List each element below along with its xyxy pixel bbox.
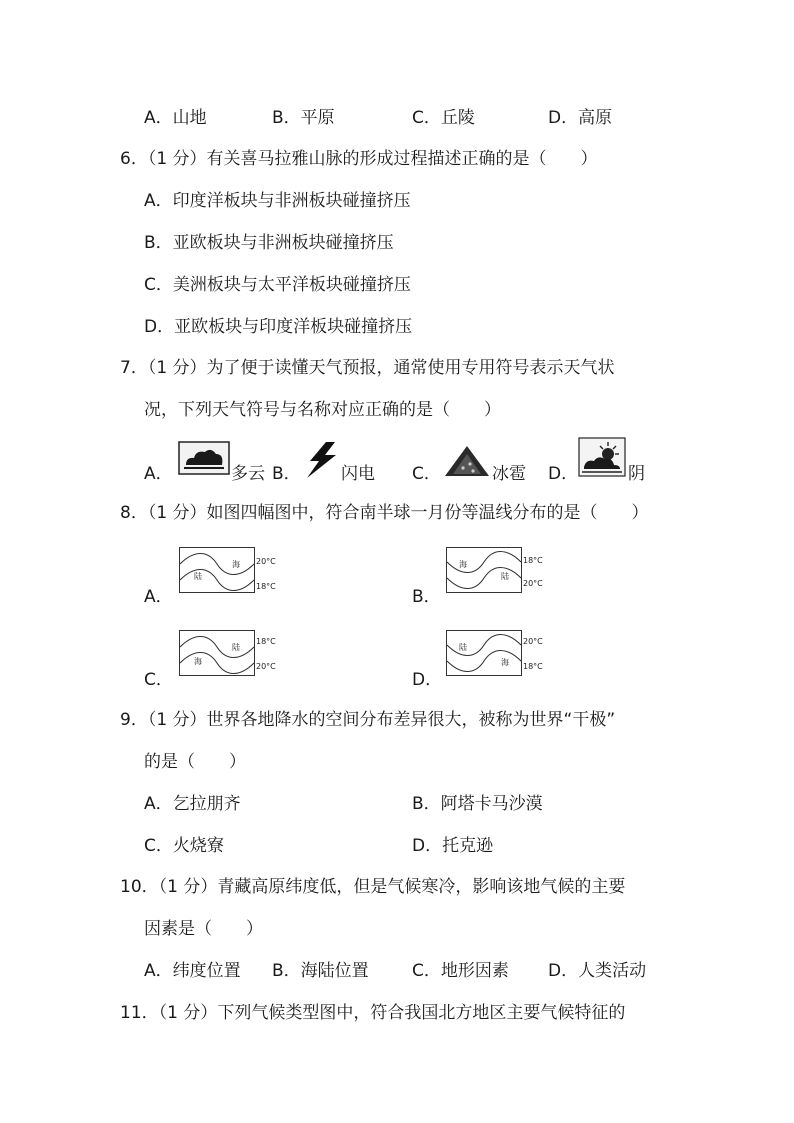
map-a-lower-label: 陆 [194,572,202,581]
hail-weather-icon [443,444,491,482]
q6-stem: 6．（1 分）有关喜马拉雅山脉的形成过程描述正确的是（ ） [120,149,598,169]
cloudy-weather-icon [178,441,230,479]
isotherm-map-d [446,630,522,676]
q10-option-c: C．地形因素 [412,961,509,981]
q6-option-b: B．亚欧板块与非洲板块碰撞挤压 [144,233,394,253]
map-d-top-temp: 20°C [523,637,543,646]
q10-stem-line2: 因素是（ ） [144,919,263,939]
q7-option-d-name: 阴 [628,464,645,484]
map-b-lower-label: 陆 [501,572,509,581]
map-d-lower-label: 海 [501,658,509,667]
q7-option-c-letter: C． [412,464,441,484]
q9-option-d: D．托克逊 [412,836,494,856]
map-a-upper-label: 海 [232,560,240,569]
q5-option-d: D．高原 [548,108,613,128]
isotherm-map-b [446,547,522,593]
q7-option-b-letter: B． [272,464,301,484]
q10-stem-line1: 10．（1 分）青藏高原纬度低，但是气候寒冷，影响该地气候的主要 [120,877,626,897]
q8-option-b-letter: B． [412,587,441,607]
map-c-top-temp: 18°C [256,637,276,646]
q7-stem-line2: 况，下列天气符号与名称对应正确的是（ ） [144,400,501,420]
map-a-bottom-temp: 18°C [256,582,276,591]
map-b-bottom-temp: 20°C [523,579,543,588]
overcast-weather-icon [578,437,626,481]
q9-option-a: A．乞拉朋齐 [144,794,241,814]
q7-option-d-letter: D． [548,464,579,484]
map-b-top-temp: 18°C [523,556,543,565]
q8-option-c-letter: C． [144,670,173,690]
isotherm-map-a [179,547,255,593]
q7-option-c-name: 冰雹 [492,464,526,484]
q10-option-b: B．海陆位置 [272,961,369,981]
q5-option-b: B．平原 [272,108,335,128]
map-c-lower-label: 海 [194,657,202,666]
q10-option-d: D．人类活动 [548,961,647,981]
map-c-bottom-temp: 20°C [256,662,276,671]
isotherm-map-c [179,630,255,676]
map-a-top-temp: 20°C [256,557,276,566]
q9-option-c: C．火烧寮 [144,836,224,856]
q7-option-a-letter: A． [144,464,173,484]
map-b-upper-label: 海 [459,560,467,569]
q11-stem-line1: 11．（1 分）下列气候类型图中，符合我国北方地区主要气候特征的 [120,1003,626,1023]
q8-stem: 8．（1 分）如图四幅图中，符合南半球一月份等温线分布的是（ ） [120,503,649,523]
q8-option-d-letter: D． [412,670,443,690]
q10-option-a: A．纬度位置 [144,961,241,981]
q9-stem-line1: 9．（1 分）世界各地降水的空间分布差异很大，被称为世界“干极” [120,710,616,730]
q6-option-c: C．美洲板块与太平洋板块碰撞挤压 [144,275,411,295]
q9-stem-line2: 的是（ ） [144,752,246,772]
q6-option-d: D．亚欧板块与印度洋板块碰撞挤压 [144,317,413,337]
q7-option-b-name: 闪电 [341,464,375,484]
map-d-bottom-temp: 18°C [523,662,543,671]
q7-option-a-name: 多云 [231,464,265,484]
map-c-upper-label: 陆 [232,643,240,652]
q5-option-c: C．丘陵 [412,108,475,128]
q5-option-a: A．山地 [144,108,207,128]
map-d-upper-label: 陆 [459,643,467,652]
lightning-weather-icon [304,441,340,483]
q7-stem-line1: 7．（1 分）为了便于读懂天气预报，通常使用专用符号表示天气状 [120,358,615,378]
q6-option-a: A．印度洋板块与非洲板块碰撞挤压 [144,191,411,211]
q8-option-a-letter: A． [144,587,173,607]
q9-option-b: B．阿塔卡马沙漠 [412,794,543,814]
